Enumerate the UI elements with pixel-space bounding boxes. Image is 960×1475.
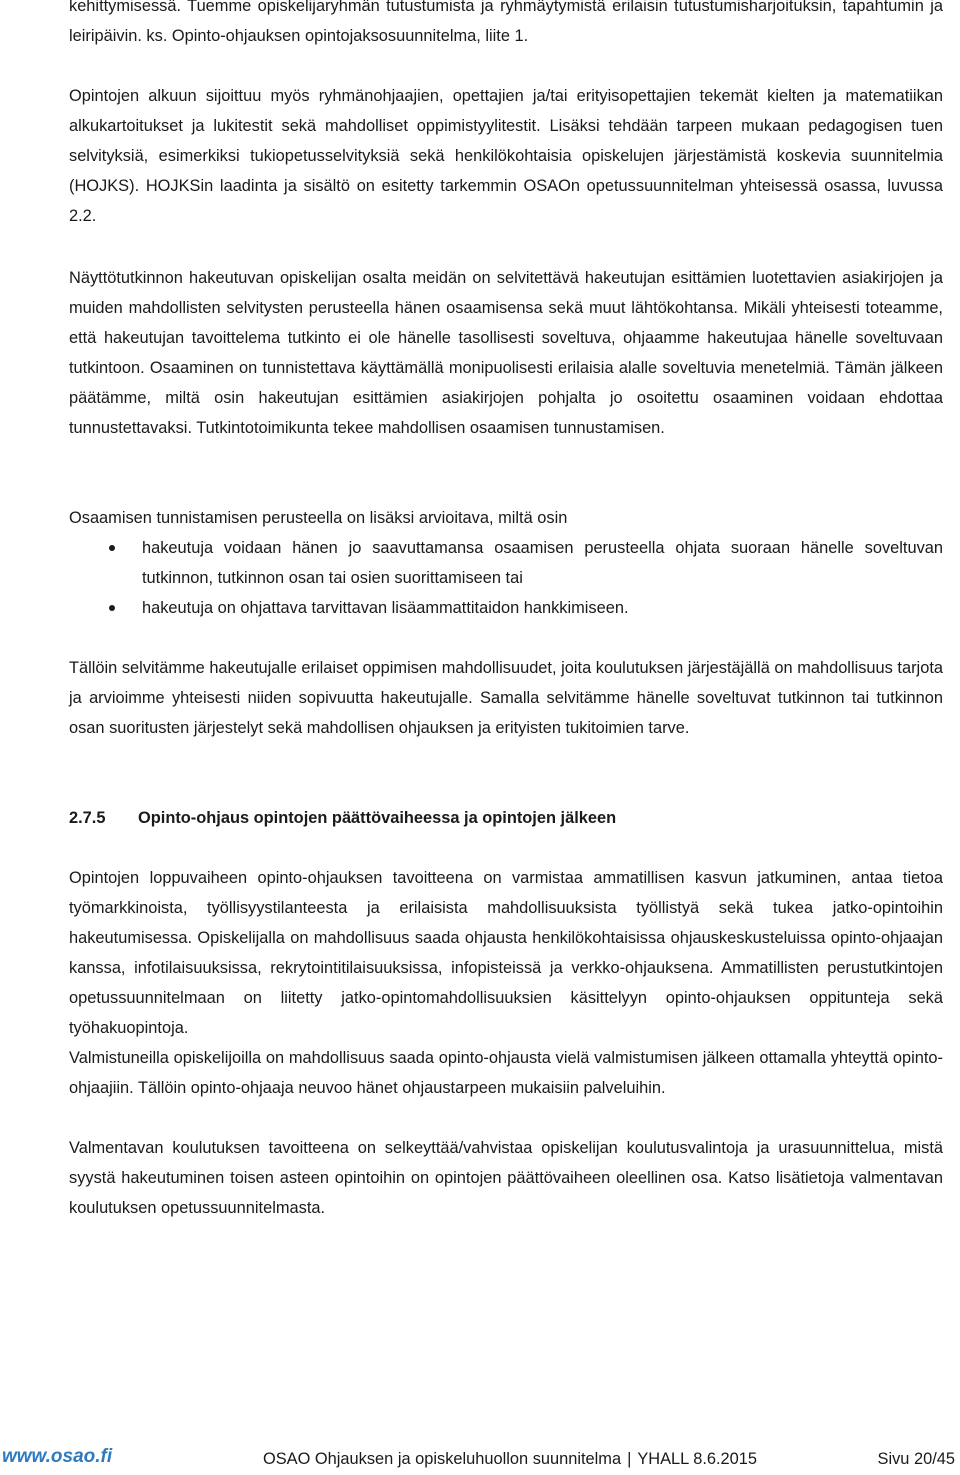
paragraph-tests: Opintojen alkuun sijoittuu myös ryhmänohjaajien, opettajien ja/tai erityisopettajien tekemät kielten ja matematiikan alkukartoitukset ja lukitestit sekä mahdolliset oppimistyylitestit. Lisäksi tehdään tarpeen mukaan pedagogisen tuen selvityksiä, esimerkiksi tukiopetusselvityksiä sekä henkilökohtaisia opiskelujen järjestämistä koskevia suunnitelmia (HOJKS). HOJKSin laadinta ja sisältö on esitetty tarkemmin OSAOn opetussuunnitelman yhteisessä osassa, luvussa 2.2.	[69, 87, 943, 225]
footer-doc-title: OSAO Ohjauksen ja opiskeluhuollon suunnitelma	[263, 1450, 622, 1468]
section-number: 2.7.5	[69, 809, 106, 827]
page-footer	[0, 1440, 960, 1475]
list-item-text: hakeutuja on ohjattava tarvittavan lisäammattitaidon hankkimiseen.	[142, 599, 629, 617]
footer-date: YHALL 8.6.2015	[637, 1450, 758, 1468]
bullet-icon	[109, 605, 115, 611]
footer-doc-info	[263, 1450, 757, 1469]
paragraph-graduates: Valmistuneilla opiskelijoilla on mahdollisuus saada opinto-ohjausta vielä valmistumisen jälkeen ottamalla yhteyttä opinto-ohjaajiin. Tällöin opinto-ohjaaja neuvoo hänet ohjaustarpeen mukaisiin palveluihin.	[69, 1049, 943, 1097]
paragraph-options: Tällöin selvitämme hakeutujalle erilaiset oppimisen mahdollisuudet, joita koulutuksen järjestäjällä on mahdollisuus tarjota ja arvioimme yhteisesti niiden sopivuutta hakeutujalle. Samalla selvitämme hänelle soveltuvat tutkinnon tai tutkinnon osan suoritusten järjestelyt sekä mahdollisen ohjauksen ja erityisten tukitoimien tarve.	[69, 659, 943, 737]
list-item-text: hakeutuja voidaan hänen jo saavuttamansa osaamisen perusteella ohjata suoraan hänelle soveltuvan tutkinnon, tutkinnon osan tai osien suorittamiseen tai	[142, 539, 943, 587]
bullet-list	[69, 533, 943, 623]
paragraph-naytto: Näyttötutkinnon hakeutuvan opiskelijan osalta meidän on selvitettävä hakeutujan esittämien luotettavien asiakirjojen ja muiden mahdollisten selvitysten perusteella hänen osaamisensa sekä muut lähtökohtansa. Mikäli yhteisesti toteamme, että hakeutujan tavoittelema tutkinto ei ole hänelle tasollisesti soveltuva, ohjaamme hakeutujaa hänelle soveltuvaan tutkintoon. Osaaminen on tunnistettava käyttämällä monipuolisesti erilaisia alalle soveltuvia menetelmiä. Tämän jälkeen päätämme, miltä osin hakeutujan esittämien asiakirjojen pohjalta jo osoitettu osaaminen voidaan ehdottaa tunnustettavaksi. Tutkintotoimikunta tekee mahdollisen osaamisen tunnustamisen.	[69, 269, 943, 437]
paragraph-assess-lead: Osaamisen tunnistamisen perusteella on lisäksi arvioitava, miltä osin	[69, 509, 568, 527]
paragraph-intro: kehittymisessä. Tuemme opiskelijaryhmän tutustumista ja ryhmäytymistä erilaisin tutustumisharjoituksin, tapahtumin ja leiripäivin. ks. Opinto-ohjauksen opintojaksosuunnitelma, liite 1.	[69, 0, 943, 45]
footer-link[interactable]: www.osao.fi	[2, 1446, 113, 1467]
paragraph-final-stage: Opintojen loppuvaiheen opinto-ohjauksen tavoitteena on varmistaa ammatillisen kasvun jatkuminen, antaa tietoa työmarkkinoista, työllisyystilanteesta ja erilaisista mahdollisuuksista työllistyä sekä tukea jatko-opintoihin hakeutumisessa. Opiskelijalla on mahdollisuus saada ohjausta henkilökohtaisissa ohjauskeskusteluissa opinto-ohjaajan kanssa, infotilaisuuksissa, rekrytointitilaisuuksissa, infopisteissä ja verkko-ohjauksena. Ammatillisten perustutkintojen opetussuunnitelmaan on liitetty jatko-opintomahdollisuuksien käsittelyyn opinto-ohjauksen oppitunteja sekä työhakuopintoja.	[69, 869, 943, 1037]
footer-separator: |	[627, 1450, 632, 1468]
list-item	[69, 593, 943, 623]
section-title: Opinto-ohjaus opintojen päättövaiheessa ja opintojen jälkeen	[138, 809, 617, 827]
footer-page-number: Sivu 20/45	[877, 1450, 955, 1468]
bullet-icon	[109, 545, 115, 551]
section-heading	[69, 803, 616, 833]
list-item	[69, 533, 943, 593]
paragraph-valma: Valmentavan koulutuksen tavoitteena on selkeyttää/vahvistaa opiskelijan koulutusvalintoja ja urasuunnittelua, mistä syystä hakeutuminen toisen asteen opintoihin on opintojen päättövaiheen oleellinen osa. Katso lisätietoja valmentavan koulutuksen opetussuunnitelmasta.	[69, 1139, 943, 1217]
